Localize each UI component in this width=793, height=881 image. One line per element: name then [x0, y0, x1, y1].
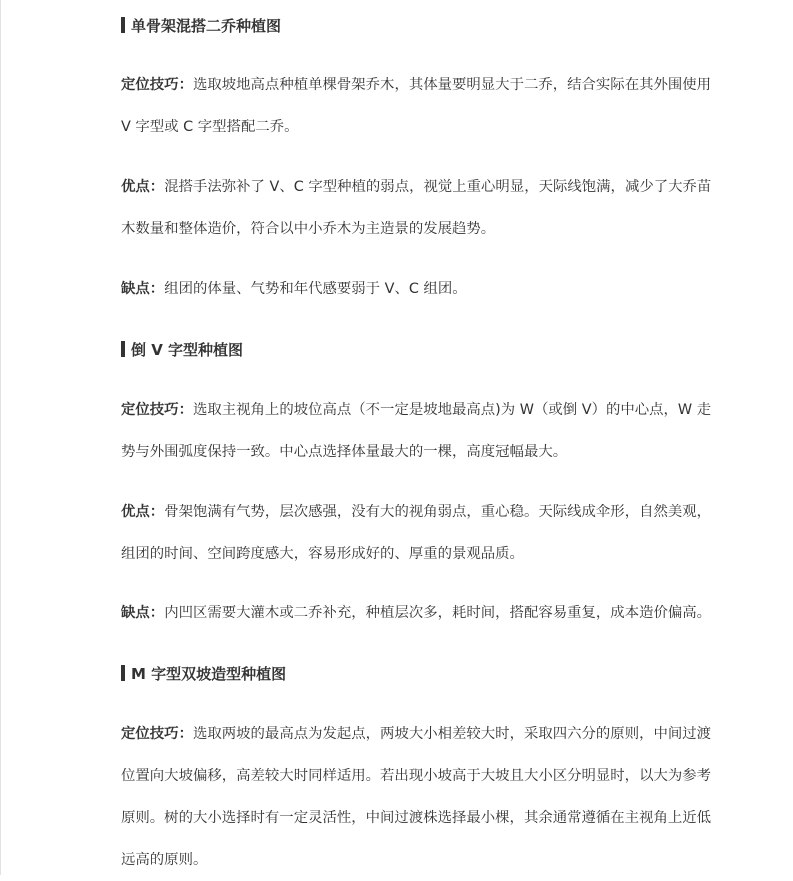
paragraph-line: 定位技巧：选取主视角上的坡位高点（不一定是坡地最高点)为 W（或倒 V）的中心点，W 走	[121, 402, 712, 418]
paragraph-line: 定位技巧：选取两坡的最高点为发起点，两坡大小相差较大时，采取四六分的原则，中间过渡	[121, 726, 712, 742]
section-heading-text: 单骨架混搭二乔种植图	[131, 16, 282, 35]
paragraph-line: 位置向大坡偏移，高差较大时同样适用。若出现小坡高于大坡且大小区分明显时，以大为参考	[121, 768, 712, 784]
paragraph-line: V 字型或 C 字型搭配二乔。	[121, 119, 299, 135]
paragraph-disadvantages	[121, 592, 777, 634]
paragraph-label: 优点：	[121, 179, 165, 195]
paragraph-positioning-tip	[121, 64, 777, 148]
paragraph-line: 势与外围弧度保持一致。中心点选择体量最大的一棵，高度冠幅最大。	[121, 444, 568, 460]
paragraph-line: 缺点：内凹区需要大灌木或二乔补充，种植层次多，耗时间，搭配容易重复，成本造价偏高。	[121, 605, 712, 621]
paragraph-label: 缺点：	[121, 605, 165, 621]
paragraph-line: 优点：混搭手法弥补了 V、C 字型种植的弱点，视觉上重心明显，天际线饱满，减少了大乔苗	[121, 179, 712, 195]
left-border	[0, 0, 1, 875]
heading-marker	[121, 665, 125, 681]
heading-marker	[121, 341, 125, 357]
paragraph-line: 远高的原则。	[121, 852, 208, 868]
paragraph-disadvantages	[121, 268, 777, 310]
section-heading-text: M 字型双坡造型种植图	[131, 664, 287, 683]
paragraph-label: 优点：	[121, 504, 165, 520]
paragraph-positioning-tip	[121, 713, 777, 881]
paragraph-label: 缺点：	[121, 281, 165, 297]
section-heading-inverted-v	[121, 338, 243, 360]
paragraph-line: 木数量和整体造价，符合以中小乔木为主造景的发展趋势。	[121, 221, 496, 237]
paragraph-line: 原则。树的大小选择时有一定灵活性，中间过渡株选择最小棵，其余通常遵循在主视角上近低	[121, 810, 712, 826]
paragraph-positioning-tip	[121, 389, 777, 473]
paragraph-advantages	[121, 166, 777, 250]
paragraph-line: 缺点：组团的体量、气势和年代感要弱于 V、C 组团。	[121, 281, 467, 297]
heading-marker	[121, 17, 125, 33]
paragraph-label: 定位技巧：	[121, 77, 193, 93]
paragraph-line: 定位技巧：选取坡地高点种植单棵骨架乔木，其体量要明显大于二乔，结合实际在其外围使用	[121, 77, 712, 93]
section-heading-single-skeleton	[121, 14, 281, 36]
section-heading-text: 倒 V 字型种植图	[131, 340, 244, 359]
paragraph-line: 组团的时间、空间跨度感大，容易形成好的、厚重的景观品质。	[121, 546, 524, 562]
paragraph-line: 优点：骨架饱满有气势，层次感强，没有大的视角弱点，重心稳。天际线成伞形，自然美观，	[121, 504, 712, 520]
paragraph-label: 定位技巧：	[121, 402, 193, 418]
paragraph-advantages	[121, 491, 777, 575]
paragraph-label: 定位技巧：	[121, 726, 193, 742]
section-heading-m-shape	[121, 662, 286, 684]
